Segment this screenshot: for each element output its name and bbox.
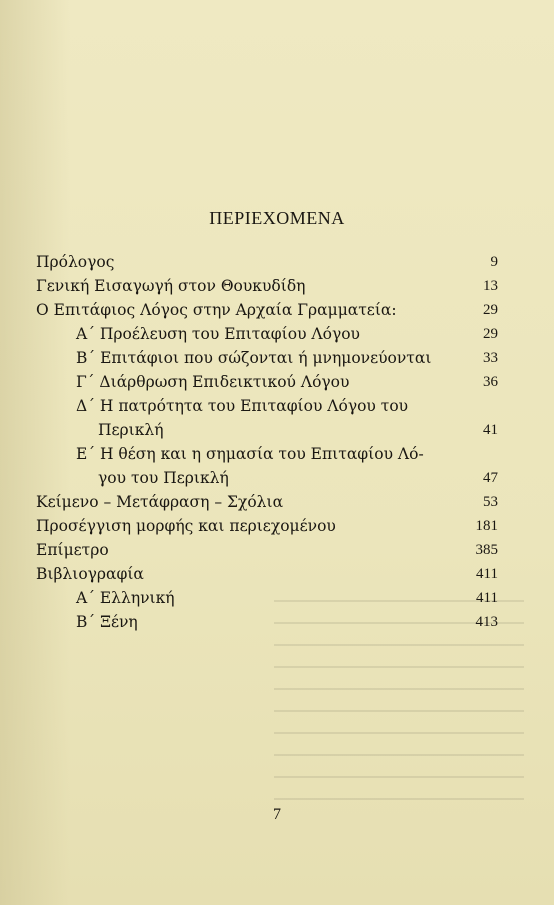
toc-label-line2: Περικλή [98,421,164,439]
toc-entry-introduction [36,274,498,298]
toc-page: 413 [475,614,498,630]
toc-page: 13 [483,278,498,294]
toc-page: 411 [476,590,498,606]
toc-subentry-foreign [36,610,498,634]
toc-label [76,442,458,490]
toc-label: Β΄ Επιτάφιοι που σώζονται ή μνημονεύονται [76,349,432,367]
toc-entry-approach [36,514,498,538]
toc-entry-epilogue [36,538,498,562]
toc-label: Βιβλιογραφία [36,565,144,583]
toc-page: 385 [475,542,498,558]
toc-label-line2: γου του Περικλή [98,469,229,487]
toc-label: Β΄ Ξένη [76,613,138,631]
toc-page: 41 [483,422,498,438]
table-of-contents [36,250,498,634]
toc-subentry-b [36,346,498,370]
toc-label: Α΄ Ελληνική [76,589,175,607]
toc-entry-epitaph [36,298,498,322]
toc-label: Προσέγγιση μορφής και περιεχομένου [36,517,336,535]
toc-page: 411 [476,566,498,582]
toc-page: 9 [490,254,498,270]
toc-label: Πρόλογος [36,253,115,271]
toc-label: Α΄ Προέλευση του Επιταφίου Λόγου [76,325,360,343]
toc-entry-bibliography [36,562,498,586]
toc-entry-text-translation [36,490,498,514]
toc-page: 36 [483,374,498,390]
page-title: ΠΕΡΙΕΧΟΜΕΝΑ [209,208,345,228]
toc-page: 33 [483,350,498,366]
toc-label-line1: Ε΄ Η θέση και η σημασία του Επιταφίου Λό- [76,445,424,463]
toc-subentry-greek [36,586,498,610]
toc-subentry-d [36,394,498,442]
toc-page: 29 [483,326,498,342]
toc-entry-prologue [36,250,498,274]
toc-label: Γ΄ Διάρθρωση Επιδεικτικού Λόγου [76,373,350,391]
toc-label: Κείμενο – Μετάφραση – Σχόλια [36,493,284,511]
toc-subentry-c [36,370,498,394]
toc-page: 53 [483,494,498,510]
toc-label-line1: Δ΄ Η πατρότητα του Επιταφίου Λόγου του [76,397,409,415]
toc-subentry-a [36,322,498,346]
toc-label [76,394,458,442]
toc-page: 47 [483,470,498,486]
toc-page: 29 [483,302,498,318]
toc-label: Επίμετρο [36,541,109,559]
toc-page: 181 [475,518,498,534]
toc-label: Γενική Εισαγωγή στον Θουκυδίδη [36,277,306,295]
page-number: 7 [273,806,281,823]
toc-label: Ο Επιτάφιος Λόγος στην Αρχαία Γραμματεία: [36,301,397,319]
toc-subentry-e [36,442,498,490]
